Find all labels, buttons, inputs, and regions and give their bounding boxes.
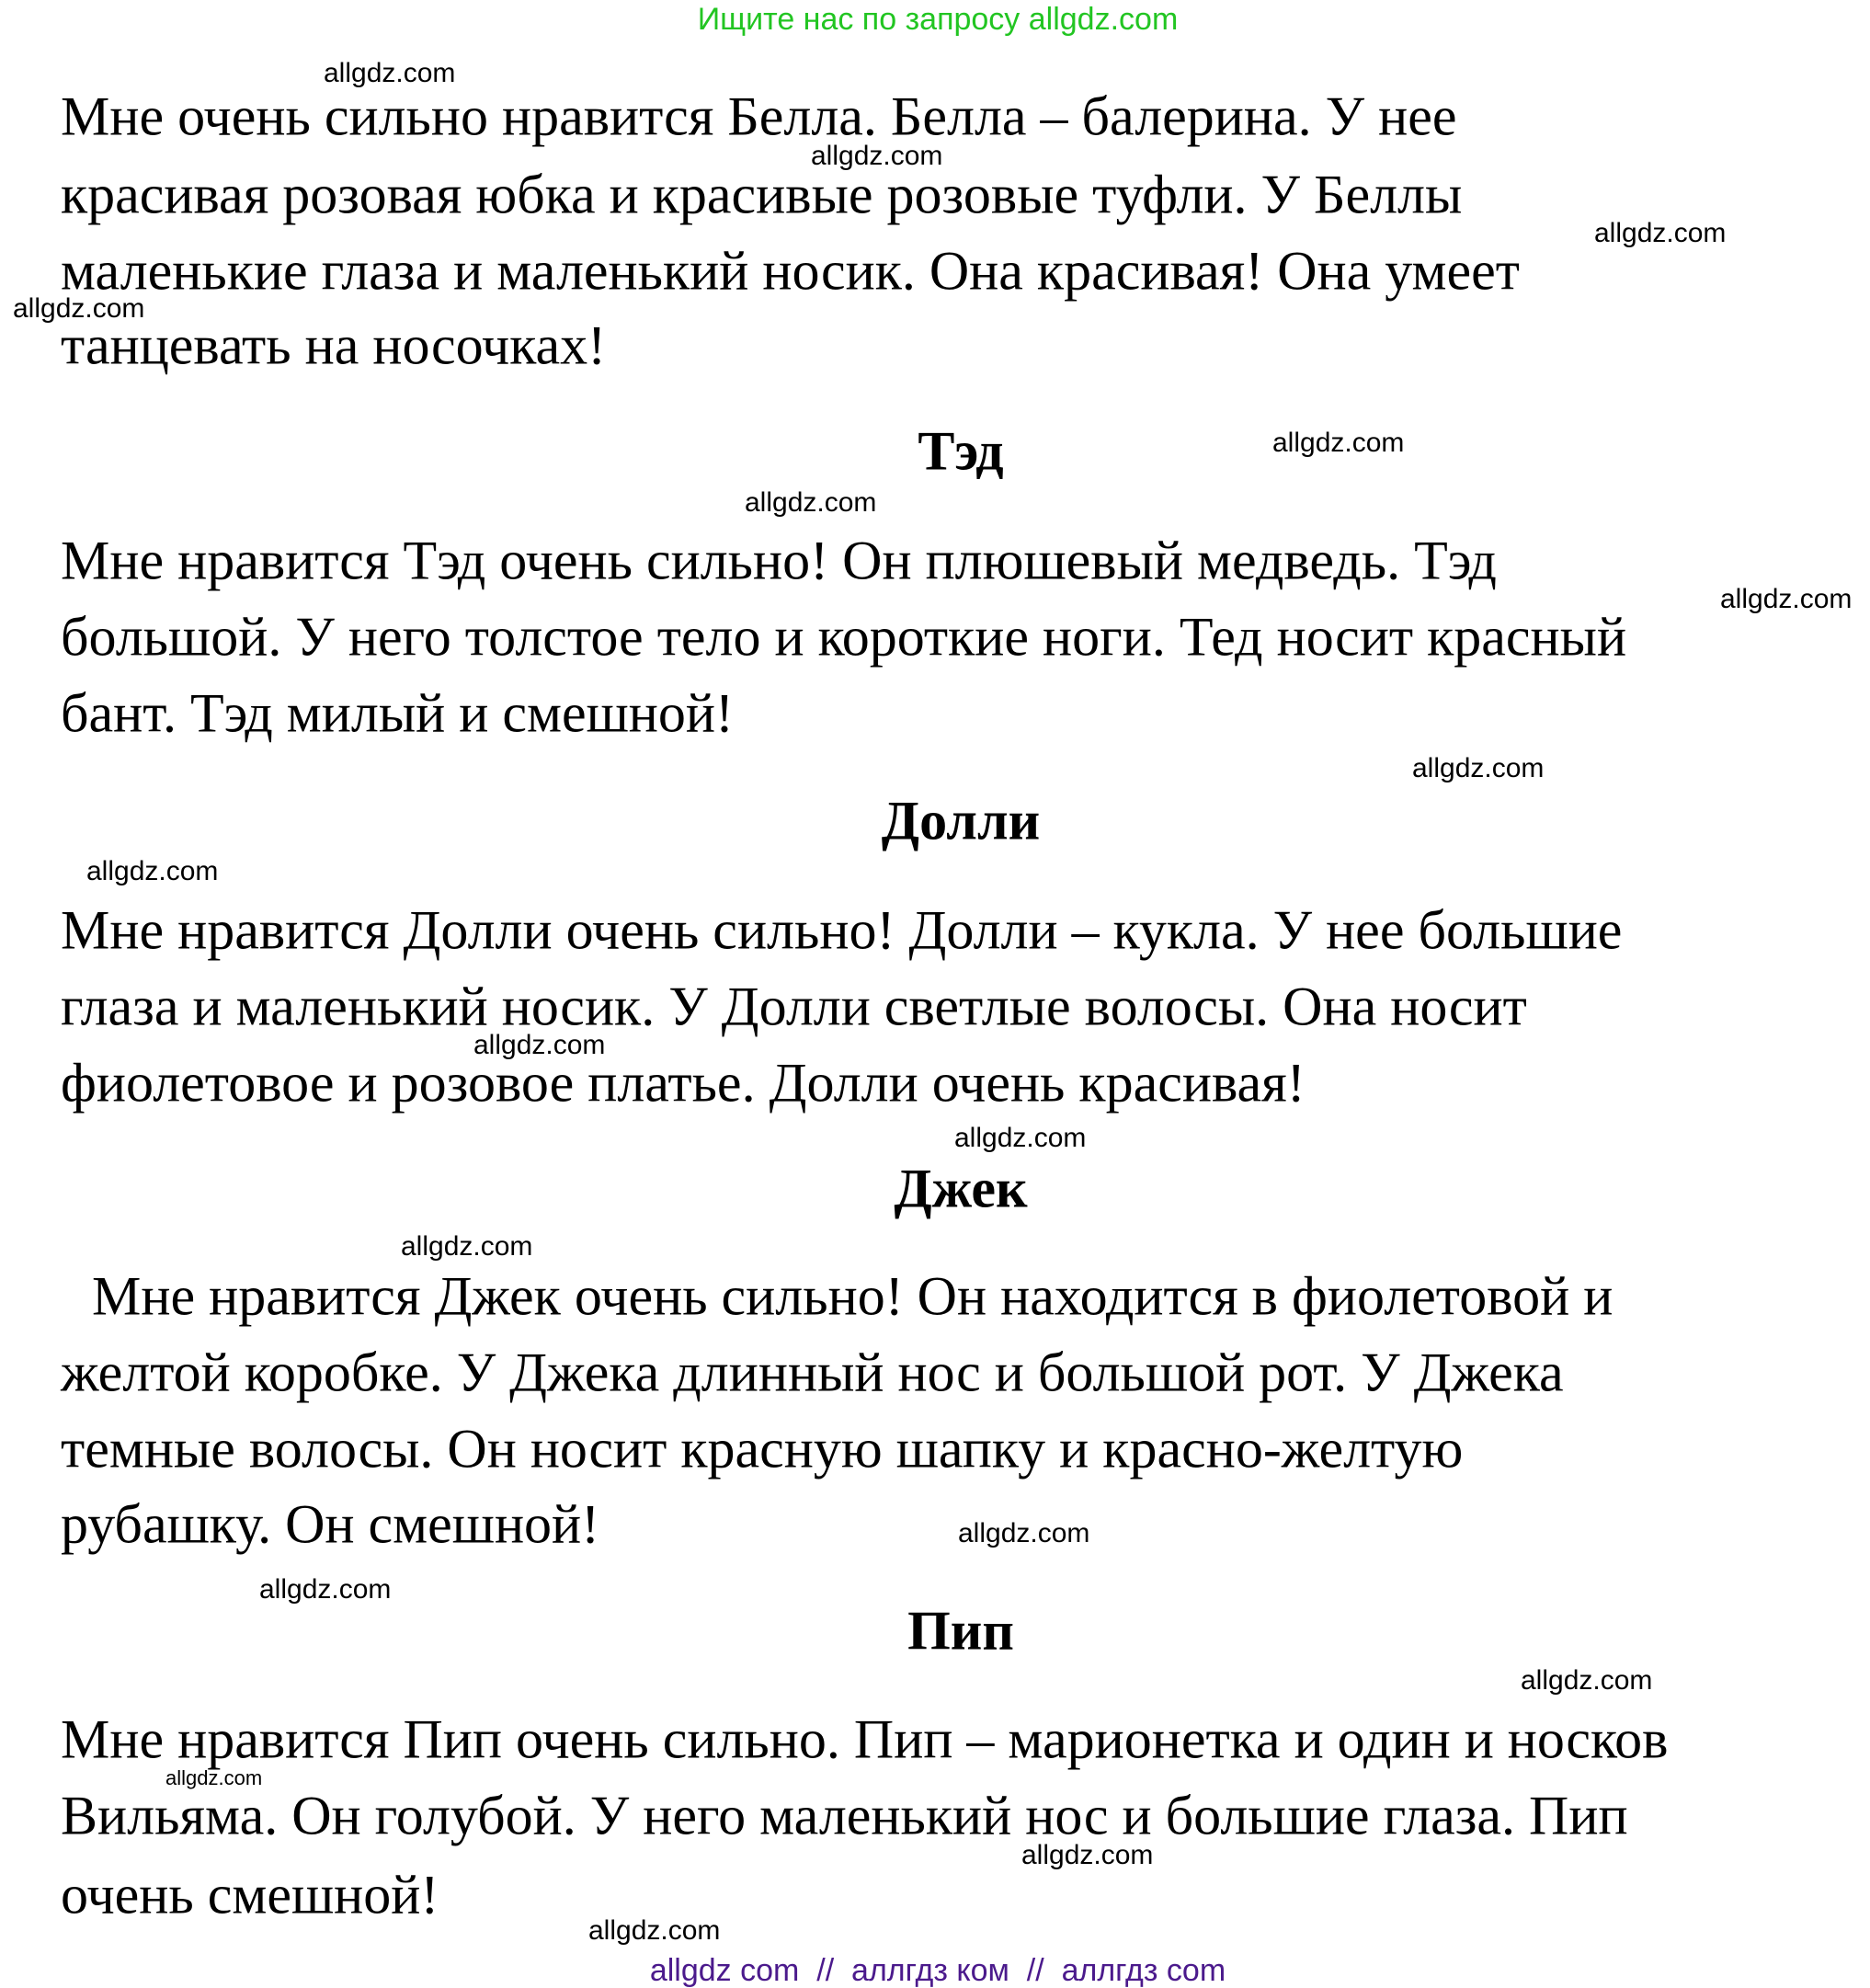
- watermark: allgdz.com: [324, 58, 456, 88]
- watermark: allgdz.com: [473, 1030, 606, 1060]
- watermark: allgdz.com: [259, 1574, 392, 1605]
- text-line: глаза и маленький носик. У Долли светлые волосы. Она носит: [61, 976, 1527, 1037]
- text-line: Мне очень сильно нравится Белла. Белла – балерина. У нее: [61, 86, 1457, 147]
- watermark: allgdz.com: [86, 856, 219, 886]
- watermark: allgdz.com: [745, 487, 877, 518]
- text-line: красивая розовая юбка и красивые розовые туфли. У Беллы: [61, 164, 1463, 225]
- section-title-jack: Джек: [894, 1158, 1028, 1219]
- text-line: очень смешной!: [61, 1864, 439, 1925]
- search-banner: Ищите нас по запросу allgdz.com: [697, 2, 1179, 37]
- text-line: фиолетовое и розовое платье. Долли очень красивая!: [61, 1052, 1306, 1114]
- footer-watermark: allgdz com // аллгдз ком // аллгдз com: [649, 1953, 1226, 1988]
- text-line: желтой коробке. У Джека длинный нос и большой рот. У Джека: [61, 1342, 1564, 1403]
- section-title-dolly: Долли: [881, 790, 1041, 851]
- watermark: allgdz.com: [1412, 753, 1545, 783]
- text-line: темные волосы. Он носит красную шапку и красно-желтую: [61, 1418, 1464, 1480]
- watermark: allgdz.com: [165, 1766, 263, 1790]
- watermark: allgdz.com: [1720, 584, 1853, 614]
- text-line: маленькие глаза и маленький носик. Она красивая! Она умеет: [61, 240, 1520, 302]
- watermark: allgdz.com: [811, 141, 943, 171]
- text-line: Мне нравится Тэд очень сильно! Он плюшевый медведь. Тэд: [61, 530, 1497, 591]
- text-line: Мне нравится Долли очень сильно! Долли – кукла. У нее большие: [61, 899, 1623, 961]
- text-line: танцевать на носочках!: [61, 314, 607, 376]
- section-title-ted: Тэд: [918, 420, 1004, 482]
- watermark: allgdz.com: [1594, 218, 1727, 248]
- watermark: allgdz.com: [588, 1915, 721, 1946]
- watermark: allgdz.com: [401, 1231, 533, 1262]
- text-line: бант. Тэд милый и смешной!: [61, 682, 734, 744]
- watermark: allgdz.com: [1521, 1665, 1653, 1696]
- watermark: allgdz.com: [1021, 1840, 1154, 1870]
- section-title-pip: Пип: [907, 1600, 1014, 1662]
- text-line: большой. У него толстое тело и короткие ноги. Тед носит красный: [61, 606, 1627, 668]
- text-line: Мне нравится Джек очень сильно! Он находится в фиолетовой и: [92, 1265, 1613, 1327]
- watermark: allgdz.com: [958, 1518, 1090, 1548]
- text-line: рубашку. Он смешной!: [61, 1493, 600, 1555]
- watermark: allgdz.com: [954, 1123, 1087, 1153]
- watermark: allgdz.com: [1272, 428, 1405, 458]
- watermark: allgdz.com: [13, 293, 145, 324]
- text-line: Вильяма. Он голубой. У него маленький нос и большие глаза. Пип: [61, 1785, 1628, 1846]
- text-line: Мне нравится Пип очень сильно. Пип – марионетка и один и носков: [61, 1708, 1669, 1770]
